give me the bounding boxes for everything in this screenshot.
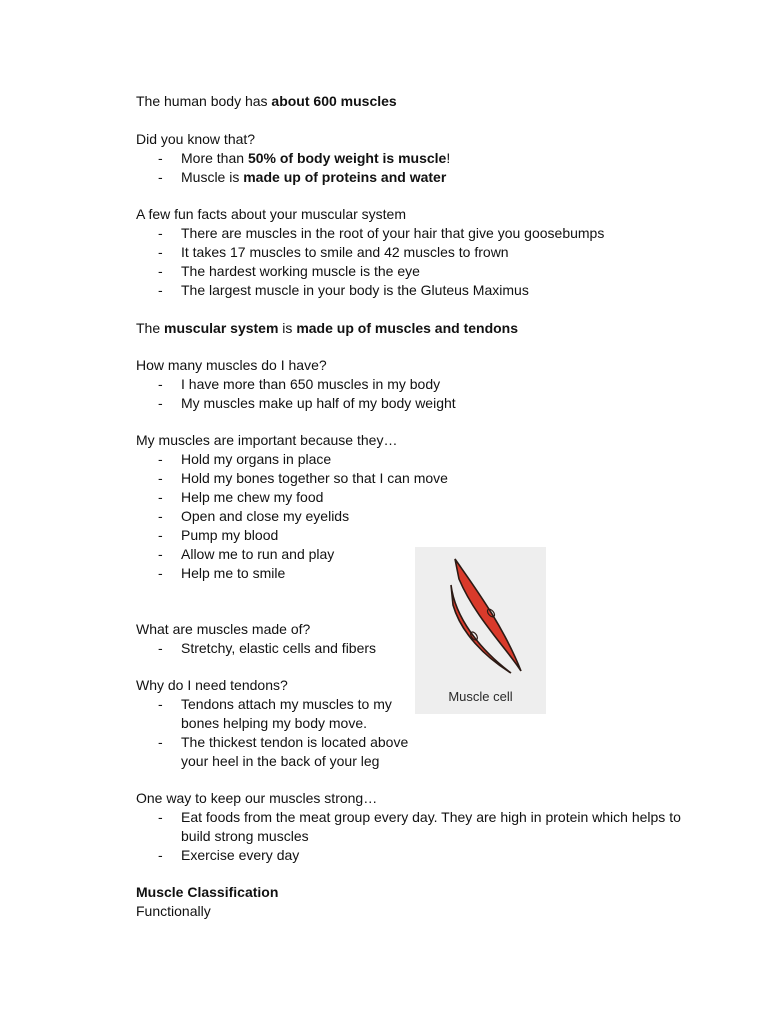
list-item: [158, 846, 299, 865]
item-text: More than: [181, 150, 248, 166]
list-item: [158, 564, 285, 583]
bold-run: made up of muscles and tendons: [296, 320, 519, 336]
intro-line: [136, 92, 397, 111]
list-item: [158, 168, 446, 187]
bullet-dash: -: [158, 150, 163, 166]
item-text-line: Tendons attach my muscles to my: [181, 696, 392, 712]
item-bold: made up of proteins and water: [243, 169, 447, 185]
item-text: Help me chew my food: [181, 489, 324, 505]
bullet-dash: -: [158, 169, 163, 185]
bullet-dash: -: [158, 451, 163, 467]
figure-caption: Muscle cell: [448, 689, 513, 704]
bullet-dash: -: [158, 376, 163, 392]
bullet-dash: -: [158, 640, 163, 656]
item-text: Hold my organs in place: [181, 451, 332, 467]
bullet-dash: -: [158, 263, 163, 279]
list-item: [158, 545, 334, 564]
list-item: [158, 488, 323, 507]
list-item: [158, 469, 448, 488]
classification-heading: [136, 883, 278, 902]
bold-run: muscular system: [164, 320, 279, 336]
important-heading: My muscles are important because they…: [136, 432, 398, 448]
list-item: [158, 526, 278, 545]
item-bold: 50% of body weight is muscle: [247, 150, 447, 166]
list-item: [158, 450, 331, 469]
intro-bold: about 600 muscles: [271, 93, 397, 109]
item-text: My muscles make up half of my body weight: [181, 395, 456, 411]
muscle-cell-figure: [415, 547, 546, 714]
how-many-heading: How many muscles do I have?: [136, 357, 327, 373]
bullet-dash: -: [158, 470, 163, 486]
did-you-know-heading: Did you know that?: [136, 131, 256, 147]
bullet-dash: -: [158, 527, 163, 543]
item-text: Open and close my eyelids: [181, 508, 350, 524]
bullet-dash: -: [158, 508, 163, 524]
item-text: Exercise every day: [181, 847, 300, 863]
bullet-dash: -: [158, 809, 163, 825]
item-text: Allow me to run and play: [181, 546, 335, 562]
list-item: [158, 262, 420, 281]
item-text-line: build strong muscles: [181, 827, 309, 844]
list-item: [158, 149, 450, 168]
list-item: [158, 243, 509, 262]
list-item: [158, 394, 456, 413]
list-item: [158, 507, 349, 526]
item-text-line: your heel in the back of your leg: [181, 752, 380, 769]
bullet-dash: -: [158, 244, 163, 260]
item-text: It takes 17 muscles to smile and 42 muscles to frown: [181, 244, 509, 260]
classification-title: Muscle Classification: [136, 884, 279, 900]
classification-sub: Functionally: [136, 903, 211, 919]
item-text: Stretchy, elastic cells and fibers: [181, 640, 377, 656]
list-item: [158, 224, 604, 243]
muscle-cell-illustration: [415, 547, 546, 687]
bullet-dash: -: [158, 225, 163, 241]
text-run: The: [136, 320, 165, 336]
tendons-heading: Why do I need tendons?: [136, 677, 288, 693]
intro-text: The human body has: [136, 93, 272, 109]
list-item: [158, 695, 392, 733]
item-text: !: [446, 150, 451, 166]
bullet-dash: -: [158, 565, 163, 581]
item-text: Hold my bones together so that I can move: [181, 470, 448, 486]
item-text: Pump my blood: [181, 527, 279, 543]
list-item: [158, 808, 681, 846]
bullet-dash: -: [158, 395, 163, 411]
list-item: [158, 733, 408, 771]
item-text-line: The thickest tendon is located above: [181, 734, 409, 750]
bullet-dash: -: [158, 734, 163, 750]
item-text: I have more than 650 muscles in my body: [181, 376, 441, 392]
bullet-dash: -: [158, 847, 163, 863]
item-text-line: Eat foods from the meat group every day. They are high in protein which helps to: [181, 809, 681, 825]
bullet-dash: -: [158, 546, 163, 562]
list-item: [158, 639, 376, 658]
muscular-system-line: [136, 319, 518, 338]
item-text: There are muscles in the root of your hair that give you goosebumps: [181, 225, 605, 241]
list-item: [158, 375, 440, 394]
bullet-dash: -: [158, 489, 163, 505]
item-text: Help me to smile: [181, 565, 286, 581]
bullet-dash: -: [158, 696, 163, 712]
made-of-heading: What are muscles made of?: [136, 621, 311, 637]
fun-facts-heading: A few fun facts about your muscular system: [136, 206, 407, 222]
item-text-line: bones helping my body move.: [181, 714, 367, 731]
item-text: The largest muscle in your body is the Gluteus Maximus: [181, 282, 529, 298]
bullet-dash: -: [158, 282, 163, 298]
text-run: is: [278, 320, 297, 336]
list-item: [158, 281, 529, 300]
item-text: Muscle is: [181, 169, 244, 185]
item-text: The hardest working muscle is the eye: [181, 263, 420, 279]
strong-heading: One way to keep our muscles strong…: [136, 790, 378, 806]
